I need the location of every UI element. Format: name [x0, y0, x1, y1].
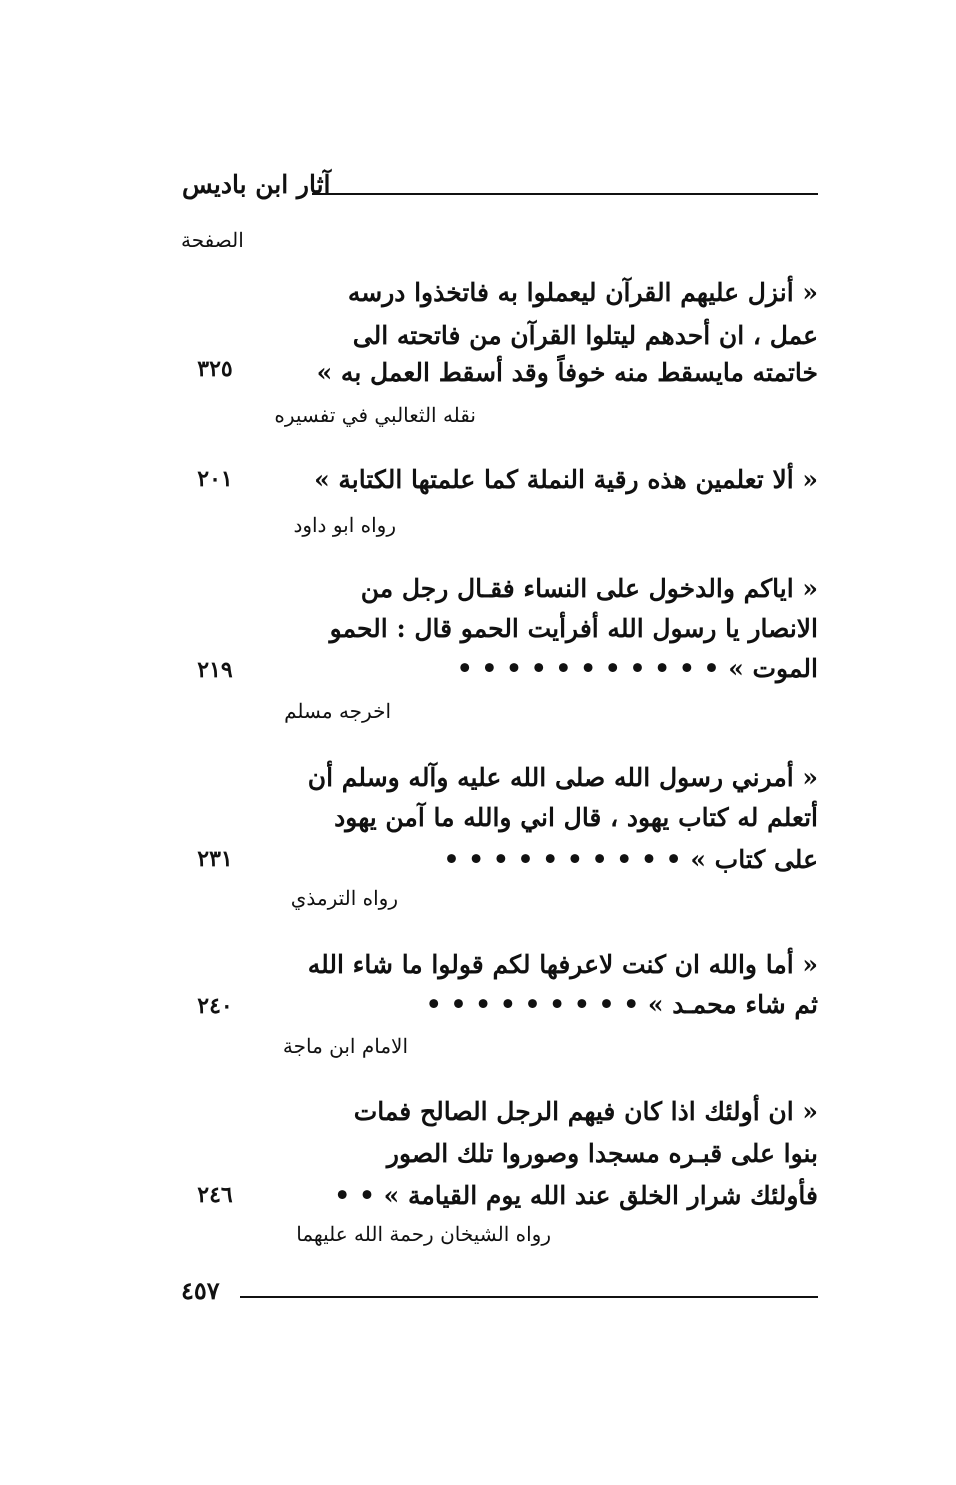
entry-2-page-number: ٢٠١ — [197, 466, 233, 492]
entry-1-line-3: خاتمته مايسقط منه خوفاً وقد أسقط العمل به » — [316, 358, 818, 387]
page-column-label: الصفحة — [181, 228, 244, 252]
entry-6-line-1: « ان أولئك اذا كان فيهم الرجل الصالح فمات — [353, 1097, 818, 1126]
header-rule — [312, 193, 818, 195]
entry-1-line-2: عمل ، ان أحدهم ليتلوا القرآن من فاتحته الى — [352, 321, 818, 350]
entry-6-source: رواه الشيخان رحمة الله عليهما — [296, 1222, 551, 1246]
entry-6-line-3: فأولئك شرار الخلق عند الله يوم القيامة » • • — [334, 1181, 818, 1210]
running-header-title: آثار ابن باديس — [182, 170, 331, 199]
entry-2-source: رواه ابو داود — [293, 513, 396, 537]
entry-2-line-1: « ألا تعلمين هذه رقية النملة كما علمتها الكتابة » — [314, 465, 818, 494]
footer-page-number: ٤٥٧ — [181, 1276, 220, 1305]
entry-4-line-2: أتعلم له كتاب يهود ، قال اني والله ما آمن يهود — [334, 803, 818, 832]
entry-4-source: رواه الترمذي — [290, 886, 398, 910]
entry-3-line-2: الانصار يا رسول الله أفرأيت الحمو قال : الحمو — [329, 614, 818, 643]
footer-rule — [240, 1296, 818, 1298]
entry-3-page-number: ٢١٩ — [197, 657, 233, 683]
entry-4-page-number: ٢٣١ — [197, 846, 233, 872]
entry-4-line-1: « أمرني رسول الله صلى الله عليه وآله وسلم أن — [307, 763, 818, 792]
entry-1-line-1: « أنزل عليهم القرآن ليعملوا به فاتخذوا درسه — [347, 278, 818, 307]
entry-3-source: اخرجه مسلم — [284, 699, 391, 723]
entry-3-line-1: « اياكم والدخول على النساء فقـال رجل من — [360, 574, 818, 603]
entry-1-source: نقله الثعالبي في تفسيره — [274, 403, 476, 427]
entry-5-line-2: ثم شاء محمـد » • • • • • • • • • — [425, 990, 818, 1019]
entry-4-line-3: على كتاب » • • • • • • • • • • — [443, 845, 818, 874]
entry-5-source: الامام ابن ماجة — [282, 1034, 408, 1058]
entry-5-page-number: ٢٤٠ — [197, 993, 233, 1019]
entry-6-page-number: ٢٤٦ — [197, 1182, 233, 1208]
entry-1-page-number: ٣٢٥ — [197, 356, 233, 382]
entry-6-line-2: بنوا على قبـره مسجدا وصوروا تلك الصور — [386, 1139, 818, 1168]
entry-5-line-1: « أما والله ان كنت لاعرفها لكم قولوا ما شاء الله — [307, 950, 818, 979]
entry-3-line-3: الموت » • • • • • • • • • • • — [456, 654, 818, 683]
